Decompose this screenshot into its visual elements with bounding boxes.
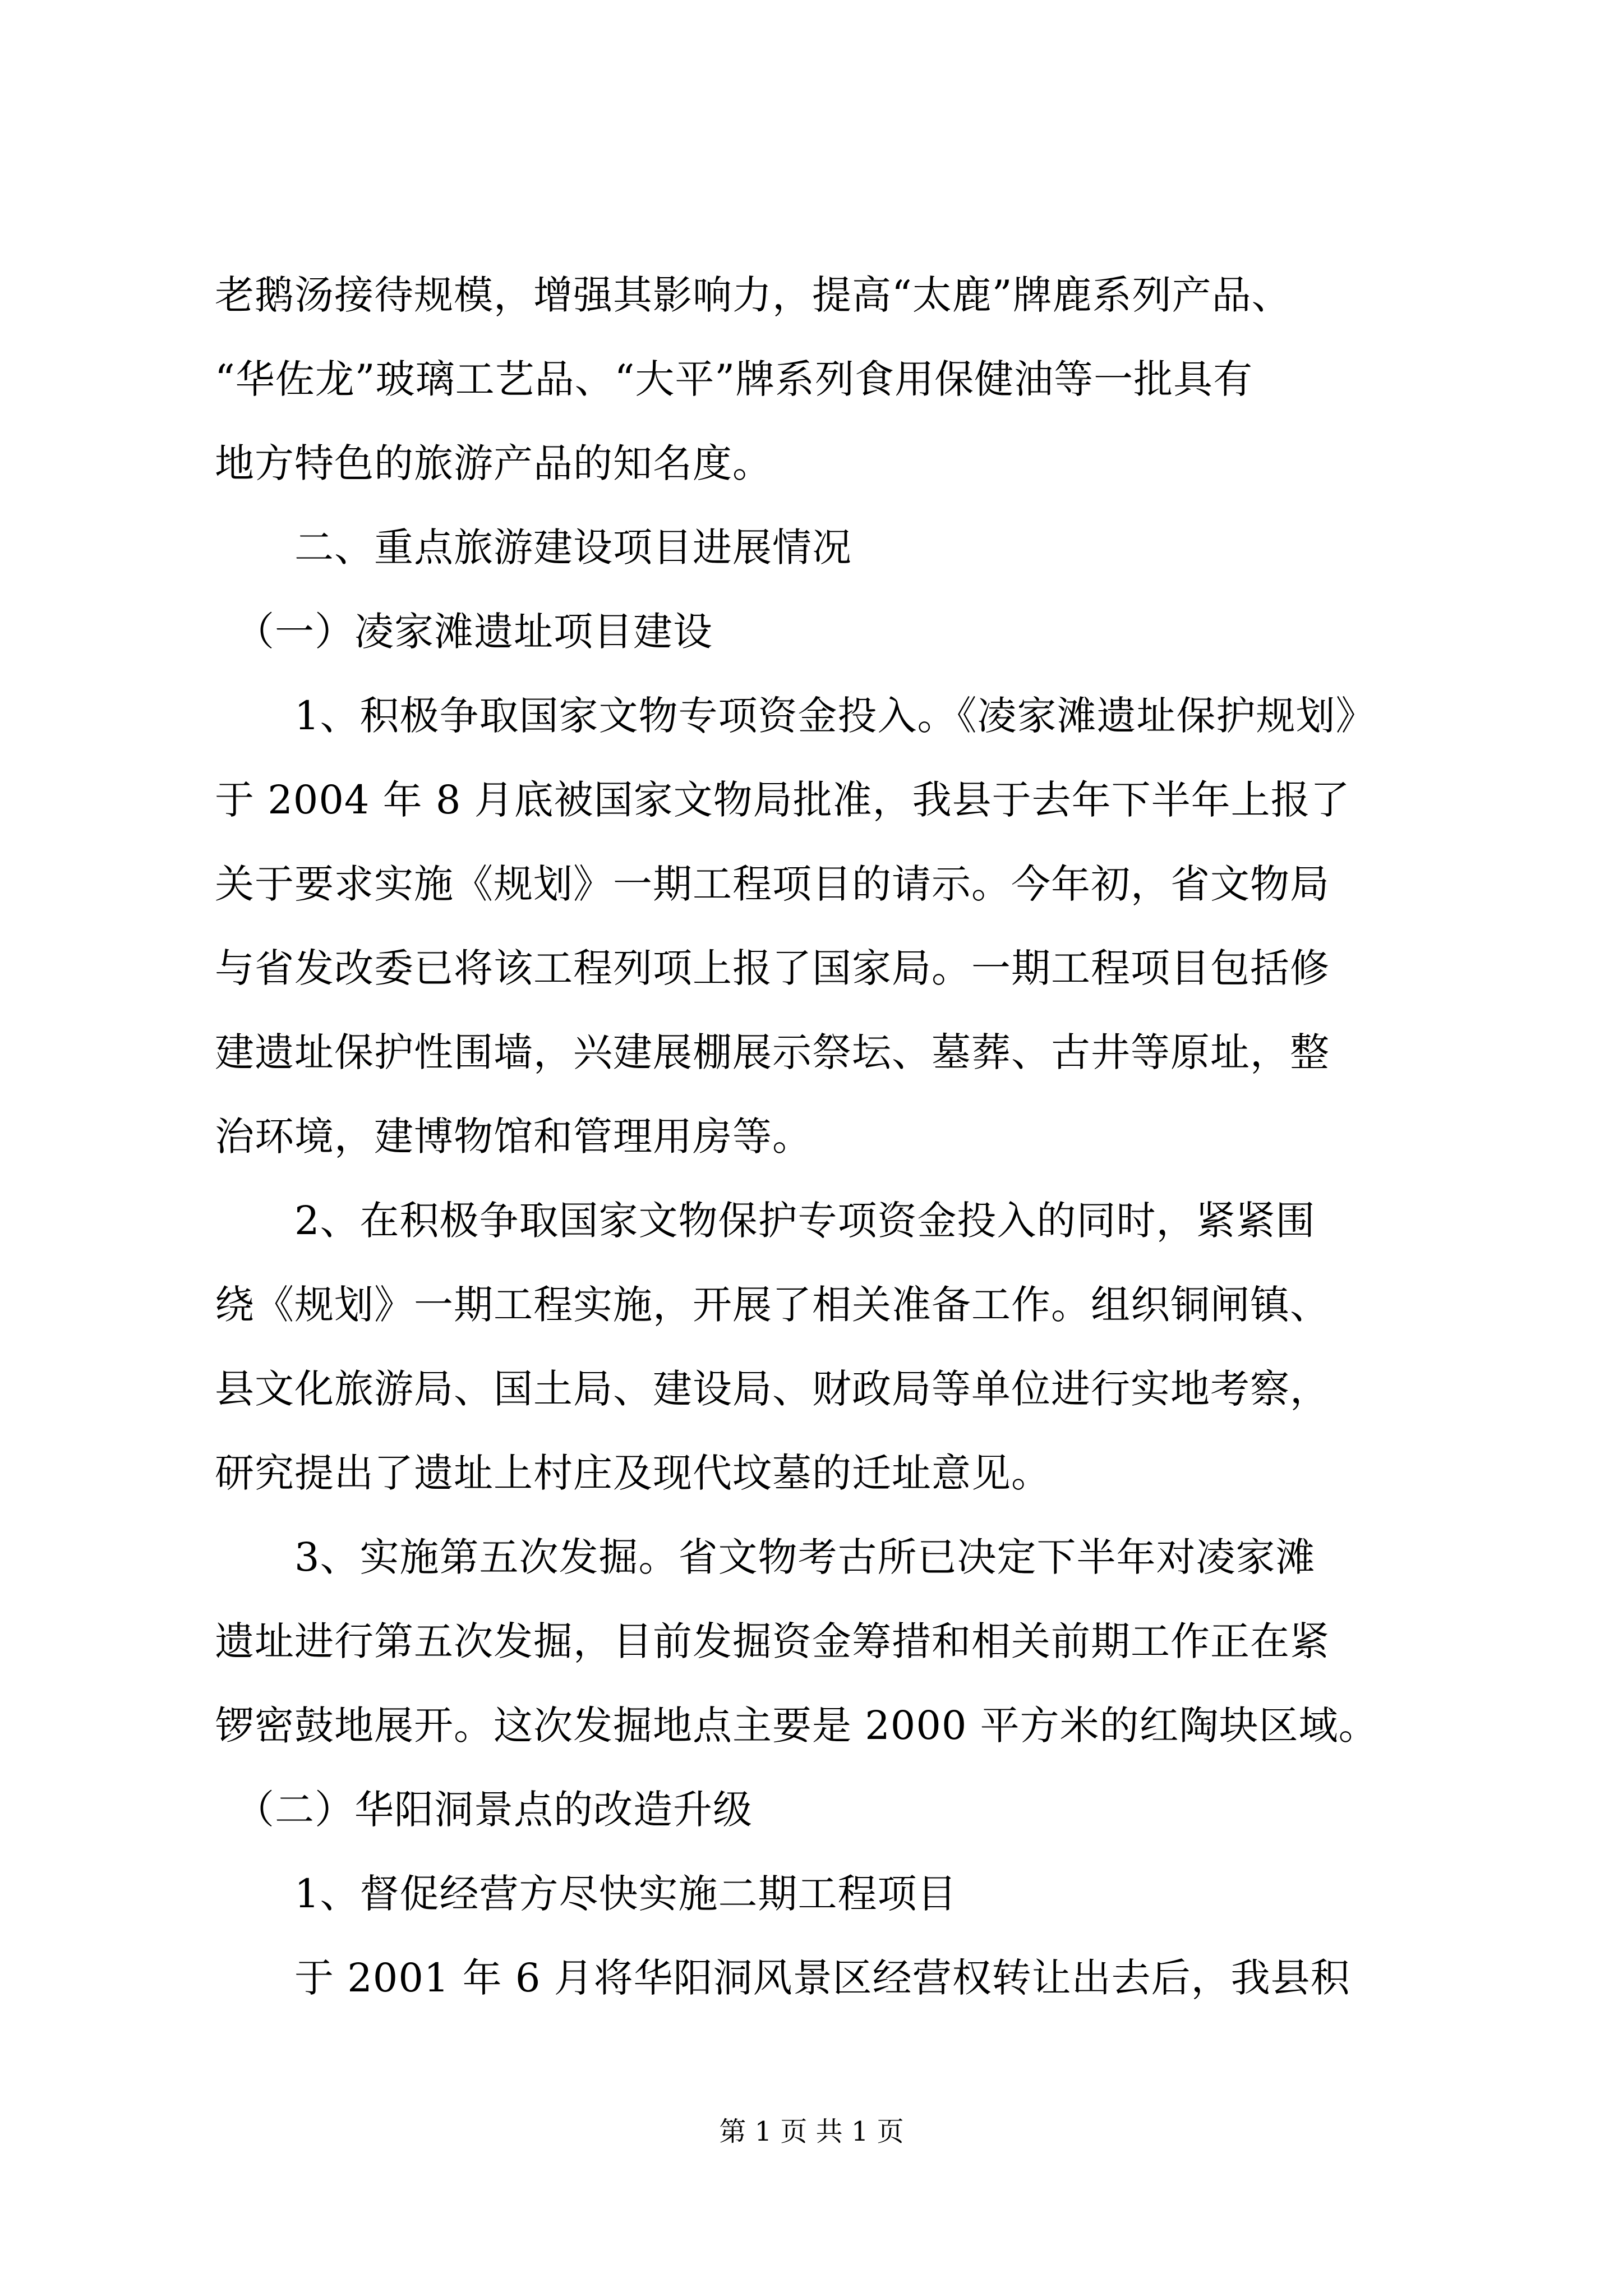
text-line-18: 锣密鼓地展开。这次发掘地点主要是 2000 平方米的红陶块区域。 — [215, 1703, 1378, 1749]
text-line-12: 2、在积极争取国家文物保护专项资金投入的同时，紧紧围 — [215, 1198, 1316, 1244]
subsection-heading-2: （二）华阳洞景点的改造升级 — [215, 1787, 753, 1833]
text-line-2: “华佐龙”玻璃工艺品、“大平”牌系列食用保健油等一批具有 — [215, 356, 1253, 402]
text-line-8: 关于要求实施《规划》一期工程项目的请示。今年初，省文物局 — [215, 861, 1330, 907]
text-line-21: 于 2001 年 6 月将华阳洞风景区经营权转让出去后，我县积 — [215, 1955, 1350, 2001]
text-line-1: 老鹅汤接待规模，增强其影响力，提高“太鹿”牌鹿系列产品、 — [215, 272, 1292, 318]
text-line-10: 建遗址保护性围墙，兴建展棚展示祭坛、墓葬、古井等原址，整 — [215, 1029, 1330, 1075]
text-line-6: 1、积极争取国家文物专项资金投入。《凌家滩遗址保护规划》 — [215, 693, 1376, 739]
text-line-9: 与省发改委已将该工程列项上报了国家局。一期工程项目包括修 — [215, 945, 1330, 991]
page-footer: 第 1 页 共 1 页 — [719, 2116, 904, 2147]
text-line-13: 绕《规划》一期工程实施，开展了相关准备工作。组织铜闸镇、 — [215, 1282, 1330, 1328]
section-heading-2: 二、重点旅游建设项目进展情况 — [215, 524, 852, 570]
subsection-heading-1: （一）凌家滩遗址项目建设 — [215, 609, 713, 655]
text-line-14: 县文化旅游局、国土局、建设局、财政局等单位进行实地考察， — [215, 1366, 1330, 1412]
text-line-15: 研究提出了遗址上村庄及现代坟墓的迁址意见。 — [215, 1450, 1051, 1496]
text-line-16: 3、实施第五次发掘。省文物考古所已决定下半年对凌家滩 — [215, 1534, 1316, 1580]
text-line-17: 遗址进行第五次发掘，目前发掘资金筹措和相关前期工作正在紧 — [215, 1618, 1330, 1664]
text-line-11: 治环境，建博物馆和管理用房等。 — [215, 1114, 812, 1159]
text-line-3: 地方特色的旅游产品的知名度。 — [215, 440, 772, 486]
text-line-20: 1、督促经营方尽快实施二期工程项目 — [215, 1871, 957, 1917]
text-line-7: 于 2004 年 8 月底被国家文物局批准，我县于去年下半年上报了 — [215, 777, 1350, 823]
